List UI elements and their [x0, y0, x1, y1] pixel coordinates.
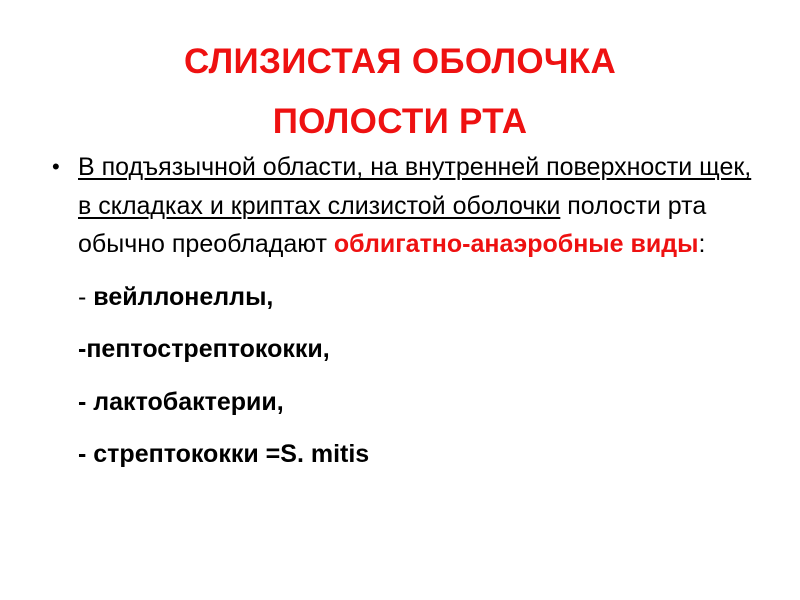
list-item-text: -пептострептококки,: [78, 335, 330, 363]
underlined-text: В подъязычной области, на внутренней поверхности щек, в складках и криптах слизистой оболочки: [78, 153, 752, 220]
bullet-icon: •: [52, 154, 60, 179]
slide-title: [40, 32, 760, 152]
list-item-text: - лактобактерии,: [78, 387, 284, 416]
list-item-text: - стрептококки =S. mitis: [78, 440, 370, 468]
highlight-text: облигатно-анаэробные виды: [333, 230, 699, 258]
plain-text: полости рта обычно преобладают: [78, 191, 707, 258]
paragraph-tail: :: [698, 230, 706, 258]
title-line-2: ПОЛОСТИ РТА: [272, 102, 528, 141]
slide-content: [48, 148, 760, 474]
title-line-1: СЛИЗИСТАЯ ОБОЛОЧКА: [183, 42, 617, 81]
list-item-4: [48, 435, 760, 474]
list-item-3: [48, 383, 760, 422]
bullet-paragraph: [48, 148, 760, 264]
list-item-1: [48, 278, 760, 317]
list-item-prefix: -: [78, 282, 94, 311]
list-item-text: вейллонеллы,: [93, 282, 274, 311]
list-item-2: [48, 330, 760, 369]
